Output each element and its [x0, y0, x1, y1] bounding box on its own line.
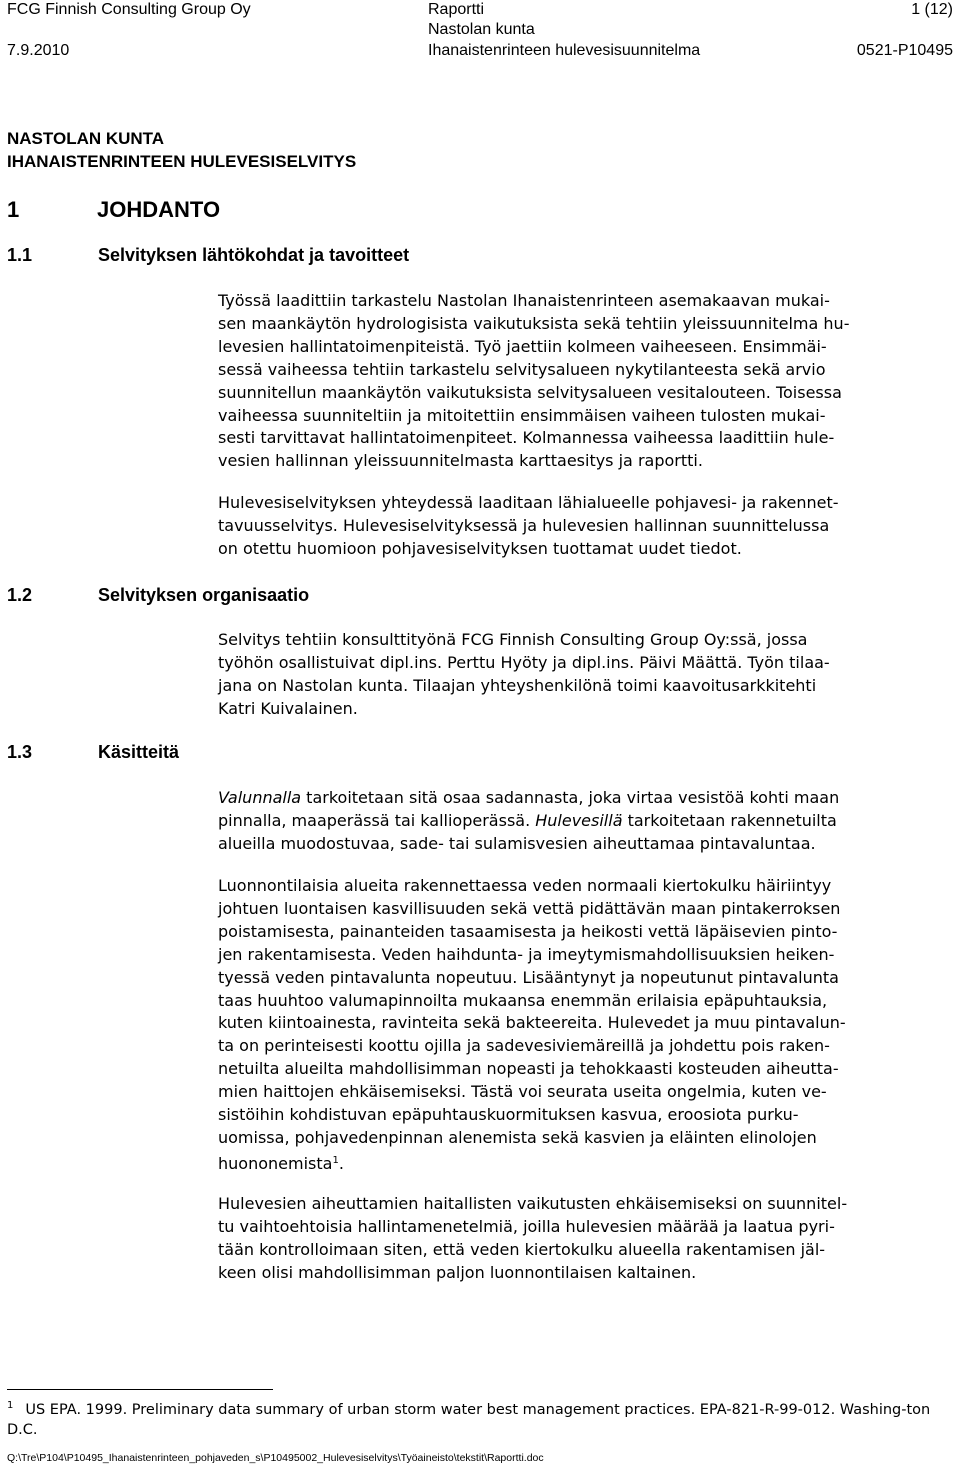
section-1-3-paragraph-3: Hulevesien aiheuttamien haitallisten vaikutusten ehkäisemiseksi on suunnitel- tu vaihtoehtoisia hallintamenetelmiä, joilla hulevesien määrää ja laatua pyri- tään kontrolloimaan siten, että veden kiertokulku alueella rakentamisen jäl- keen olisi mahdollisimman paljon luonnontilaisen kaltainen. [218, 1194, 848, 1282]
section-1-1-paragraph-1: Työssä laadittiin tarkastelu Nastolan Ihanaistenrinteen asemakaavan mukai- sen maankäytön hydrologisista vaikutuksista sekä tehtiin yleissuunnitelma hu- levesien hallintatoimenpiteistä. Työ jaettiin kolmeen vaiheeseen. Ensimmäi- sessä vaiheessa tehtiin tarkastelu selvitysalueen nykytilanteesta sekä arvio suunnitellun maankäytön vaikutuksista selvitysalueen vesitalouteen. Toisessa vaiheessa suunniteltiin ja mitoitettiin ensimmäisen vaiheen tulosten mukai- sesti tarvittavat hallintatoimenpiteet. Kolmannessa vaiheessa laadittiin hule- vesien hallinnan yleissuunnitelmasta karttaesitys ja raportti. [218, 291, 850, 471]
footnote-number: 1 [7, 1400, 14, 1411]
file-path: Q:\Tre\P104\P10495_Ihanaistenrinteen_pohjaveden_s\P10495002_Hulevesiselvitys\Työaineisto\tekstit\Raportti.doc [7, 1452, 544, 1464]
term-valunnalla: Valunnalla [218, 788, 302, 807]
company-name: FCG Finnish Consulting Group Oy [7, 1, 251, 18]
section-1-1-heading [7, 243, 409, 267]
doc-type: Raportti [428, 1, 485, 18]
report-date: 7.9.2010 [7, 42, 70, 59]
footnote-reference: 1 [332, 1154, 339, 1166]
section-1-3-heading [7, 740, 179, 764]
term-hulevesilla: Hulevesillä [535, 810, 623, 830]
project-number: 0521-P10495 [856, 42, 953, 59]
section-1-2-title: Selvityksen organisaatio [98, 585, 310, 605]
document-title-line1: NASTOLAN KUNTA [7, 129, 165, 148]
section-1-3-title: Käsitteitä [98, 742, 180, 762]
project-title: Ihanaistenrinteen hulevesisuunnitelma [428, 42, 701, 59]
section-1-1-number: 1.1 [7, 245, 33, 265]
section-1-3-paragraph-1: Valunnalla tarkoitetaan sitä osaa sadannasta, joka virtaa vesistöä kohti maan pinnalla, maaperässä tai kallioperässä. Hulevesillä tarkoitetaan rakennetuilta alueilla muodostuvaa, sade- tai sulamisvesien aiheuttamaa pintavaluntaa. [218, 788, 840, 853]
section-1-2-number: 1.2 [7, 585, 33, 605]
section-1-1-paragraph-2: Hulevesiselvityksen yhteydessä laaditaan lähialueelle pohjavesi- ja rakennet- tavuusselvitys. Hulevesiselvityksessä ja hulevesien hallinnan suunnittelussa on otettu huomioon pohjavesiselvityksen tuottamat uudet tiedot. [218, 493, 839, 558]
section-1-3-paragraph-2: Luonnontilaisia alueita rakennettaessa veden normaali kiertokulku häiriintyy johtuen luontaisen kasvillisuuden sekä vettä pidättävän maan pintakerroksen poistamisesta, painanteiden tasaamisesta ja heikosti vettä läpäisevien pinto- jen rakentamisesta. Veden haihdunta- ja imeytymismahdollisuuksien heiken- tyessä veden pintavalunta nopeutuu. Lisääntynyt ja nopeutunut pintavalunta taas huuhtoo valumapinnoilta mukaansa enemmän erilaisia epäpuhtauksia, kuten kiintoainesta, ravinteita sekä bakteereita. Hulevedet ja muu pintavalun- ta on perinteisesti koottu ojilla ja sadevesiviemäreillä ja johdettu pois raken- netuilta alueilta mahdollisimman nopeasti ja tehokkaasti kosteuden aiheutta- mien haittojen ehkäisemiseksi. Tästä voi seurata useita ongelmia, kuten ve- sistöihin kohdistuvan epäpuhtauskuormituksen kasvua, eroosiota purku- uomissa, pohjavedenpinnan alenemista sekä kasvien ja eläinten elinolojen huononemista$^1$. [218, 876, 846, 1173]
section-1-heading [7, 196, 220, 224]
section-1-title: JOHDANTO [97, 197, 221, 222]
footnote [7, 1396, 957, 1440]
footnote-text: US EPA. 1999. Preliminary data summary of urban storm water best management practices. EPA-821-R-99-012. Washing-ton D.C. [7, 1402, 931, 1438]
footnote-divider [7, 1389, 273, 1390]
section-1-number: 1 [7, 197, 20, 222]
page-number: 1 (12) [911, 1, 953, 18]
section-1-2-heading [7, 583, 309, 607]
section-1-1-title: Selvityksen lähtökohdat ja tavoitteet [98, 245, 410, 265]
section-1-2-paragraph-1: Selvitys tehtiin konsulttityönä FCG Finnish Consulting Group Oy:ssä, jossa työhön osallistuivat dipl.ins. Perttu Hyöty ja dipl.ins. Päivi Määttä. Työn tilaa- jana on Nastolan kunta. Tilaajan yhteyshenkilönä toimi kaavoitusarkkitehti Katri Kuivalainen. [218, 630, 830, 718]
document-title-line2: IHANAISTENRINTEEN HULEVESISELVITYS [7, 152, 357, 171]
client-name: Nastolan kunta [428, 21, 535, 38]
section-1-3-number: 1.3 [7, 742, 33, 762]
